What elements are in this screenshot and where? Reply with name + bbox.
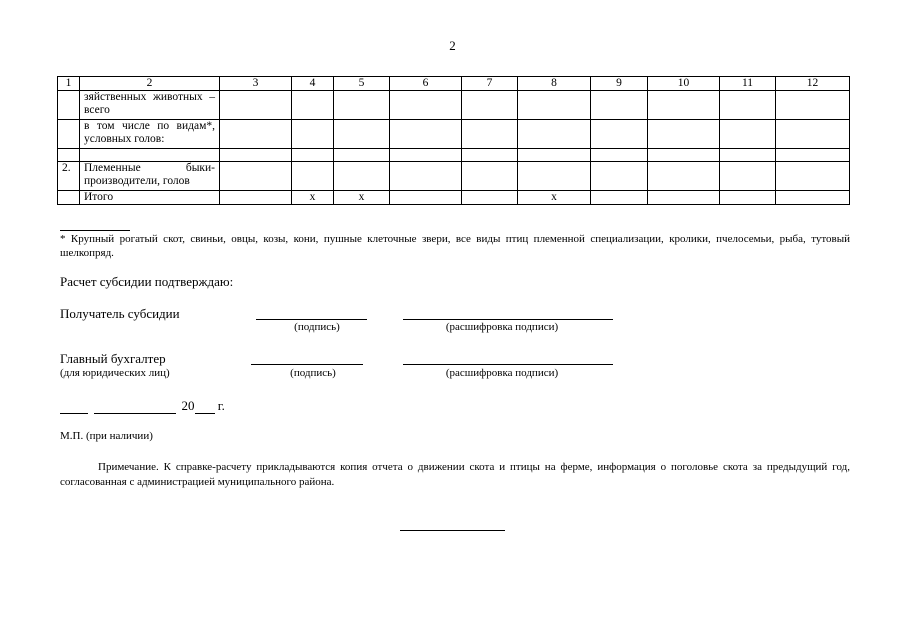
table-cell <box>720 191 776 205</box>
table-cell: x <box>518 191 591 205</box>
recipient-decode-caption: (расшифровка подписи) <box>445 321 559 333</box>
accountant-title: Главный бухгалтер <box>60 351 166 366</box>
table-cell <box>220 120 292 149</box>
table-cell <box>390 162 462 191</box>
table-cell: x <box>292 191 334 205</box>
table-row <box>58 91 850 120</box>
column-header: 12 <box>776 77 850 91</box>
table-cell <box>390 91 462 120</box>
table-cell <box>462 149 518 162</box>
stamp-label: М.П. (при наличии) <box>60 430 153 442</box>
column-header: 9 <box>591 77 648 91</box>
table-cell <box>518 120 591 149</box>
month-blank <box>94 400 176 414</box>
row-number: 2. <box>58 162 80 191</box>
table-cell <box>648 120 720 149</box>
table-cell <box>720 120 776 149</box>
table-cell <box>518 149 591 162</box>
table-cell <box>292 162 334 191</box>
accountant-sign-line <box>251 364 363 365</box>
table-cell <box>292 149 334 162</box>
table-cell <box>720 162 776 191</box>
column-header: 8 <box>518 77 591 91</box>
row-label: Итого <box>80 191 220 205</box>
table-cell <box>334 149 390 162</box>
subsidy-table <box>57 76 850 205</box>
table-row <box>58 162 850 191</box>
column-header: 5 <box>334 77 390 91</box>
page-number: 2 <box>449 38 456 53</box>
accountant-sign-caption: (подпись) <box>290 367 336 379</box>
recipient-decode-line <box>403 319 613 320</box>
note: Примечание. К справке-расчету прикладываются копия отчета о движении скота и птицы на ферме, информация о поголовье скота за предыдущий год, согласованная с администрацией муниципального района. <box>60 461 850 488</box>
table-cell <box>776 191 850 205</box>
row-number <box>58 149 80 162</box>
table-cell <box>518 91 591 120</box>
confirm-text: Расчет субсидии подтверждаю: <box>60 274 234 289</box>
table-cell <box>776 149 850 162</box>
table-cell <box>591 149 648 162</box>
table-row-total <box>58 191 850 205</box>
table-cell <box>334 91 390 120</box>
table-cell <box>220 91 292 120</box>
table-cell: x <box>334 191 390 205</box>
row-label <box>80 149 220 162</box>
row-number <box>58 120 80 149</box>
table-cell <box>591 162 648 191</box>
recipient-sign-line <box>256 319 367 320</box>
table-cell <box>776 91 850 120</box>
table-cell <box>591 91 648 120</box>
year-blank <box>195 400 215 414</box>
year-suffix: г. <box>217 398 225 413</box>
day-blank <box>60 400 88 414</box>
row-label: зяйственных животных – всего <box>80 91 220 120</box>
table-cell <box>462 91 518 120</box>
column-header: 10 <box>648 77 720 91</box>
table-cell <box>220 149 292 162</box>
end-divider <box>400 530 505 531</box>
accountant-subtitle: (для юридических лиц) <box>60 367 170 379</box>
accountant-decode-line <box>403 364 613 365</box>
table-cell <box>220 162 292 191</box>
footnote-divider <box>60 230 130 231</box>
table-cell <box>776 120 850 149</box>
year-prefix: 20 <box>181 398 195 413</box>
recipient-title: Получатель субсидии <box>60 306 180 321</box>
table-cell <box>462 120 518 149</box>
table-cell <box>220 191 292 205</box>
table-cell <box>334 162 390 191</box>
table-cell <box>390 120 462 149</box>
table-cell <box>648 91 720 120</box>
table-cell <box>648 149 720 162</box>
column-header: 7 <box>462 77 518 91</box>
table-row <box>58 120 850 149</box>
table-row <box>58 149 850 162</box>
table-cell <box>720 149 776 162</box>
column-header: 6 <box>390 77 462 91</box>
column-header: 11 <box>720 77 776 91</box>
row-number <box>58 91 80 120</box>
table-cell <box>334 120 390 149</box>
table-cell <box>390 149 462 162</box>
row-label: в том числе по видам*, условных голов: <box>80 120 220 149</box>
table-cell <box>292 120 334 149</box>
column-header: 3 <box>220 77 292 91</box>
table-cell <box>720 91 776 120</box>
table-cell <box>776 162 850 191</box>
table-cell <box>462 191 518 205</box>
table-cell <box>648 191 720 205</box>
date-line <box>60 398 225 414</box>
accountant-decode-caption: (расшифровка подписи) <box>445 367 559 379</box>
table-cell <box>648 162 720 191</box>
row-label: Племенные быки-производители, голов <box>80 162 220 191</box>
table-cell <box>390 191 462 205</box>
footnote: * Крупный рогатый скот, свиньи, овцы, козы, кони, пушные клеточные звери, все виды птиц племенной специализации, кролики, пчелосемьи, рыба, тутовый шелкопряд. <box>60 233 850 259</box>
column-header: 2 <box>80 77 220 91</box>
row-number <box>58 191 80 205</box>
recipient-sign-caption: (подпись) <box>294 321 340 333</box>
column-header: 1 <box>58 77 80 91</box>
table-cell <box>591 120 648 149</box>
table-cell <box>518 162 591 191</box>
table-cell <box>462 162 518 191</box>
column-header: 4 <box>292 77 334 91</box>
table-cell <box>591 191 648 205</box>
table-cell <box>292 91 334 120</box>
table-header-row <box>58 77 850 91</box>
